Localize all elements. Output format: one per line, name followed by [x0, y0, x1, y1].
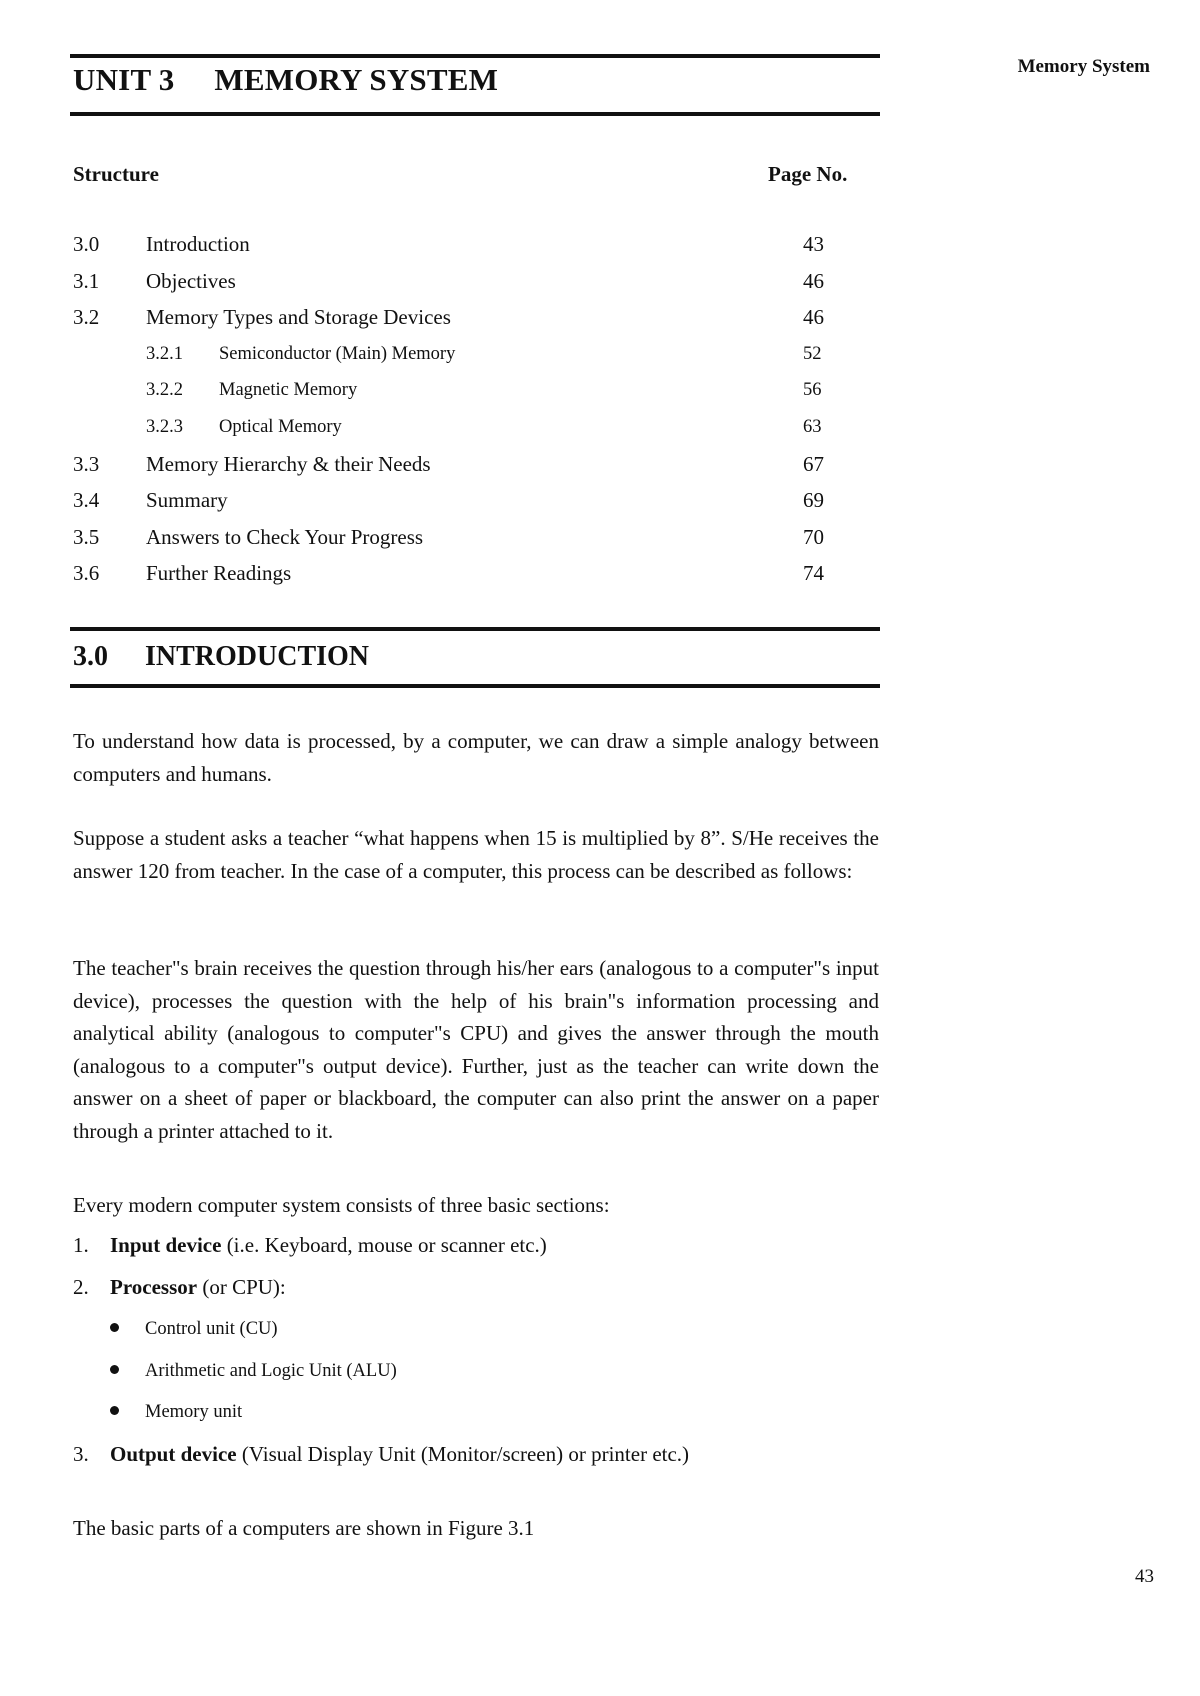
toc-page: 70 — [803, 524, 824, 549]
toc-page: 46 — [803, 268, 824, 293]
toc-number: 3.2.1 — [146, 343, 183, 364]
toc-subentry[interactable] — [73, 378, 883, 415]
toc-page: 52 — [803, 343, 822, 364]
running-header: Memory System — [1017, 56, 1150, 77]
structure-heading: Structure — [73, 162, 159, 186]
bullet-icon — [110, 1406, 119, 1415]
page-no-heading: Page No. — [768, 162, 848, 186]
toc-label: Optical Memory — [219, 416, 342, 437]
bullet-item-control-unit — [110, 1319, 278, 1340]
toc-number: 3.6 — [73, 561, 100, 586]
toc-subentry[interactable] — [73, 342, 883, 379]
bullet-text: Control unit (CU) — [145, 1319, 278, 1339]
bullet-text: Arithmetic and Logic Unit (ALU) — [145, 1361, 397, 1381]
toc-number: 3.2 — [73, 305, 100, 330]
section-top-rule — [70, 627, 880, 631]
list-text — [110, 1275, 286, 1300]
paragraph-teacher-brain: The teacher"s brain receives the question through his/her ears (analogous to a computer"s input device), processes the question with the help of his brain"s information processing and analytical ability (analogous to computer"s CPU) and gives the answer through the mouth (analogous to a computer"s output device). Further, just as the teacher can write down the answer on a sheet of paper or blackboard, the computer can also print the answer on a paper through a printer attached to it. — [73, 956, 879, 1143]
toc-page: 56 — [803, 380, 822, 401]
toc-label: Objectives — [146, 268, 236, 293]
page-number: 43 — [1135, 1566, 1154, 1587]
toc-entry[interactable] — [73, 269, 883, 306]
bullet-text: Memory unit — [145, 1402, 243, 1422]
list-number: 3. — [73, 1442, 89, 1466]
toc-entry[interactable] — [73, 561, 883, 598]
list-text — [110, 1233, 547, 1258]
toc-number: 3.2.2 — [146, 380, 183, 401]
section-bottom-rule — [70, 684, 880, 688]
toc-page: 43 — [803, 232, 824, 256]
toc-page: 74 — [803, 561, 824, 586]
list-desc: (i.e. Keyboard, mouse or scanner etc.) — [221, 1233, 547, 1257]
toc-number: 3.2.3 — [146, 416, 183, 437]
toc-number: 3.5 — [73, 524, 100, 549]
toc-entry[interactable] — [73, 452, 883, 489]
paragraph-three-sections: Every modern computer system consists of three basic sections: — [73, 1193, 610, 1217]
toc-label: Semiconductor (Main) Memory — [219, 343, 456, 364]
bullet-icon — [110, 1323, 119, 1332]
toc-entry[interactable] — [73, 488, 883, 525]
section-title — [73, 641, 369, 673]
bullet-icon — [110, 1365, 119, 1374]
list-number: 1. — [73, 1233, 89, 1257]
list-desc: (Visual Display Unit (Monitor/screen) or printer etc.) — [236, 1442, 690, 1466]
unit-title — [73, 62, 498, 98]
list-desc: (or CPU): — [197, 1275, 286, 1299]
paragraph-analogy: To understand how data is processed, by a computer, we can draw a simple analogy between computers and humans. — [73, 729, 879, 786]
toc-page: 69 — [803, 488, 824, 513]
toc-entry[interactable] — [73, 232, 883, 269]
toc-label: Memory Hierarchy & their Needs — [146, 451, 431, 476]
toc-page: 46 — [803, 305, 824, 330]
bullet-item-alu — [110, 1361, 397, 1382]
unit-bottom-rule — [70, 112, 880, 116]
toc-number: 3.0 — [73, 232, 100, 256]
toc-page: 63 — [803, 416, 822, 437]
list-term: Input device — [110, 1233, 222, 1257]
toc-label: Answers to Check Your Progress — [146, 524, 424, 549]
list-text — [110, 1442, 689, 1467]
toc-subentry[interactable] — [73, 415, 883, 452]
list-term: Processor — [110, 1275, 198, 1299]
toc-entry[interactable] — [73, 305, 883, 342]
toc-label: Memory Types and Storage Devices — [146, 305, 451, 330]
list-term: Output device — [110, 1442, 237, 1466]
paragraph-student-question: Suppose a student asks a teacher “what happens when 15 is multiplied by 8”. S/He receives the answer 120 from teacher. In the case of a computer, this process can be described as follows: — [73, 826, 879, 883]
top-rule — [70, 54, 880, 58]
section-name: INTRODUCTION — [145, 641, 370, 672]
bullet-item-memory-unit — [110, 1402, 242, 1423]
paragraph-figure-reference: The basic parts of a computers are shown in Figure 3.1 — [73, 1516, 535, 1540]
toc-entry[interactable] — [73, 525, 883, 562]
toc-label: Introduction — [146, 232, 250, 256]
section-number: 3.0 — [73, 641, 108, 672]
toc-label: Summary — [146, 488, 228, 513]
list-number: 2. — [73, 1275, 89, 1299]
toc-page: 67 — [803, 451, 824, 476]
toc-number: 3.1 — [73, 268, 100, 293]
unit-label: UNIT 3 — [73, 62, 175, 97]
toc-label: Magnetic Memory — [219, 380, 358, 401]
toc-number: 3.4 — [73, 488, 100, 513]
toc-number: 3.3 — [73, 451, 100, 476]
table-of-contents — [73, 232, 883, 598]
toc-label: Further Readings — [146, 561, 292, 586]
unit-name: MEMORY SYSTEM — [214, 62, 499, 97]
